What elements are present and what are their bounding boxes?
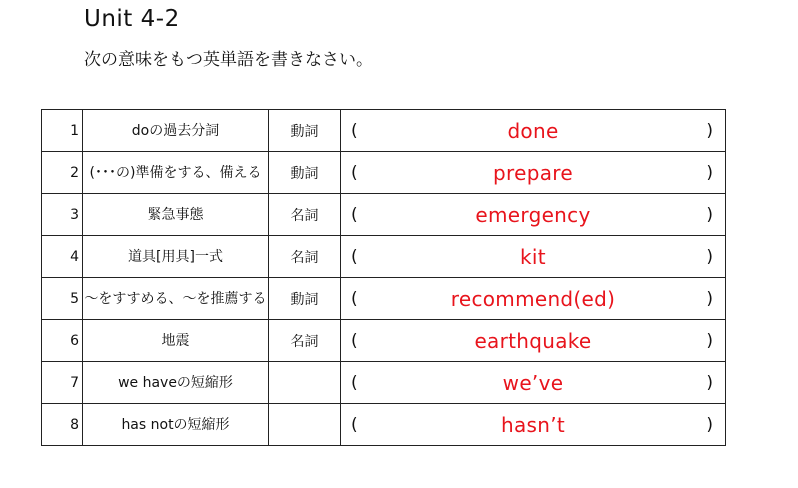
vocabulary-table-body	[42, 110, 726, 446]
part-of-speech	[269, 404, 341, 446]
part-of-speech: 名詞	[269, 320, 341, 362]
answer-cell	[341, 278, 726, 320]
vocabulary-table	[41, 109, 726, 446]
answer-cell	[341, 362, 726, 404]
part-of-speech: 名詞	[269, 236, 341, 278]
english-answer: recommend(ed)	[450, 286, 616, 311]
close-paren: )	[706, 414, 713, 435]
japanese-meaning: has notの短縮形	[83, 404, 269, 446]
row-number: 8	[42, 404, 83, 446]
open-paren: (	[351, 414, 358, 435]
part-of-speech	[269, 362, 341, 404]
open-paren: (	[351, 120, 358, 141]
row-number: 3	[42, 194, 83, 236]
open-paren: (	[351, 246, 358, 267]
answer-cell	[341, 236, 726, 278]
japanese-meaning: doの過去分詞	[83, 110, 269, 152]
part-of-speech: 動詞	[269, 110, 341, 152]
open-paren: (	[351, 330, 358, 351]
japanese-meaning: 道具[用具]一式	[83, 236, 269, 278]
japanese-meaning: (･･･の)準備をする、備える	[83, 152, 269, 194]
english-answer: prepare	[493, 160, 573, 185]
english-answer: done	[507, 118, 559, 143]
row-number: 2	[42, 152, 83, 194]
english-answer: emergency	[475, 202, 591, 227]
close-paren: )	[706, 120, 713, 141]
close-paren: )	[706, 288, 713, 309]
row-number: 1	[42, 110, 83, 152]
part-of-speech: 名詞	[269, 194, 341, 236]
table-row	[42, 320, 726, 362]
close-paren: )	[706, 372, 713, 393]
table-row	[42, 152, 726, 194]
english-answer: we’ve	[502, 370, 564, 395]
english-answer: hasn’t	[500, 412, 566, 437]
english-answer: earthquake	[474, 328, 592, 353]
japanese-meaning: 緊急事態	[83, 194, 269, 236]
open-paren: (	[351, 288, 358, 309]
open-paren: (	[351, 204, 358, 225]
table-row	[42, 110, 726, 152]
instruction-text: 次の意味をもつ英単語を書きなさい。	[84, 50, 373, 70]
table-row	[42, 278, 726, 320]
open-paren: (	[351, 162, 358, 183]
row-number: 5	[42, 278, 83, 320]
answer-cell	[341, 110, 726, 152]
answer-cell	[341, 404, 726, 446]
table-row	[42, 362, 726, 404]
answer-cell	[341, 194, 726, 236]
japanese-meaning: ～をすすめる、～を推薦する	[83, 278, 269, 320]
answer-cell	[341, 152, 726, 194]
part-of-speech: 動詞	[269, 152, 341, 194]
close-paren: )	[706, 246, 713, 267]
row-number: 4	[42, 236, 83, 278]
table-row	[42, 236, 726, 278]
row-number: 7	[42, 362, 83, 404]
close-paren: )	[706, 204, 713, 225]
english-answer: kit	[520, 244, 546, 269]
table-row	[42, 194, 726, 236]
table-row	[42, 404, 726, 446]
close-paren: )	[706, 162, 713, 183]
japanese-meaning: 地震	[83, 320, 269, 362]
part-of-speech: 動詞	[269, 278, 341, 320]
page-title: Unit 4-2	[84, 6, 180, 32]
row-number: 6	[42, 320, 83, 362]
close-paren: )	[706, 330, 713, 351]
japanese-meaning: we haveの短縮形	[83, 362, 269, 404]
answer-cell	[341, 320, 726, 362]
open-paren: (	[351, 372, 358, 393]
